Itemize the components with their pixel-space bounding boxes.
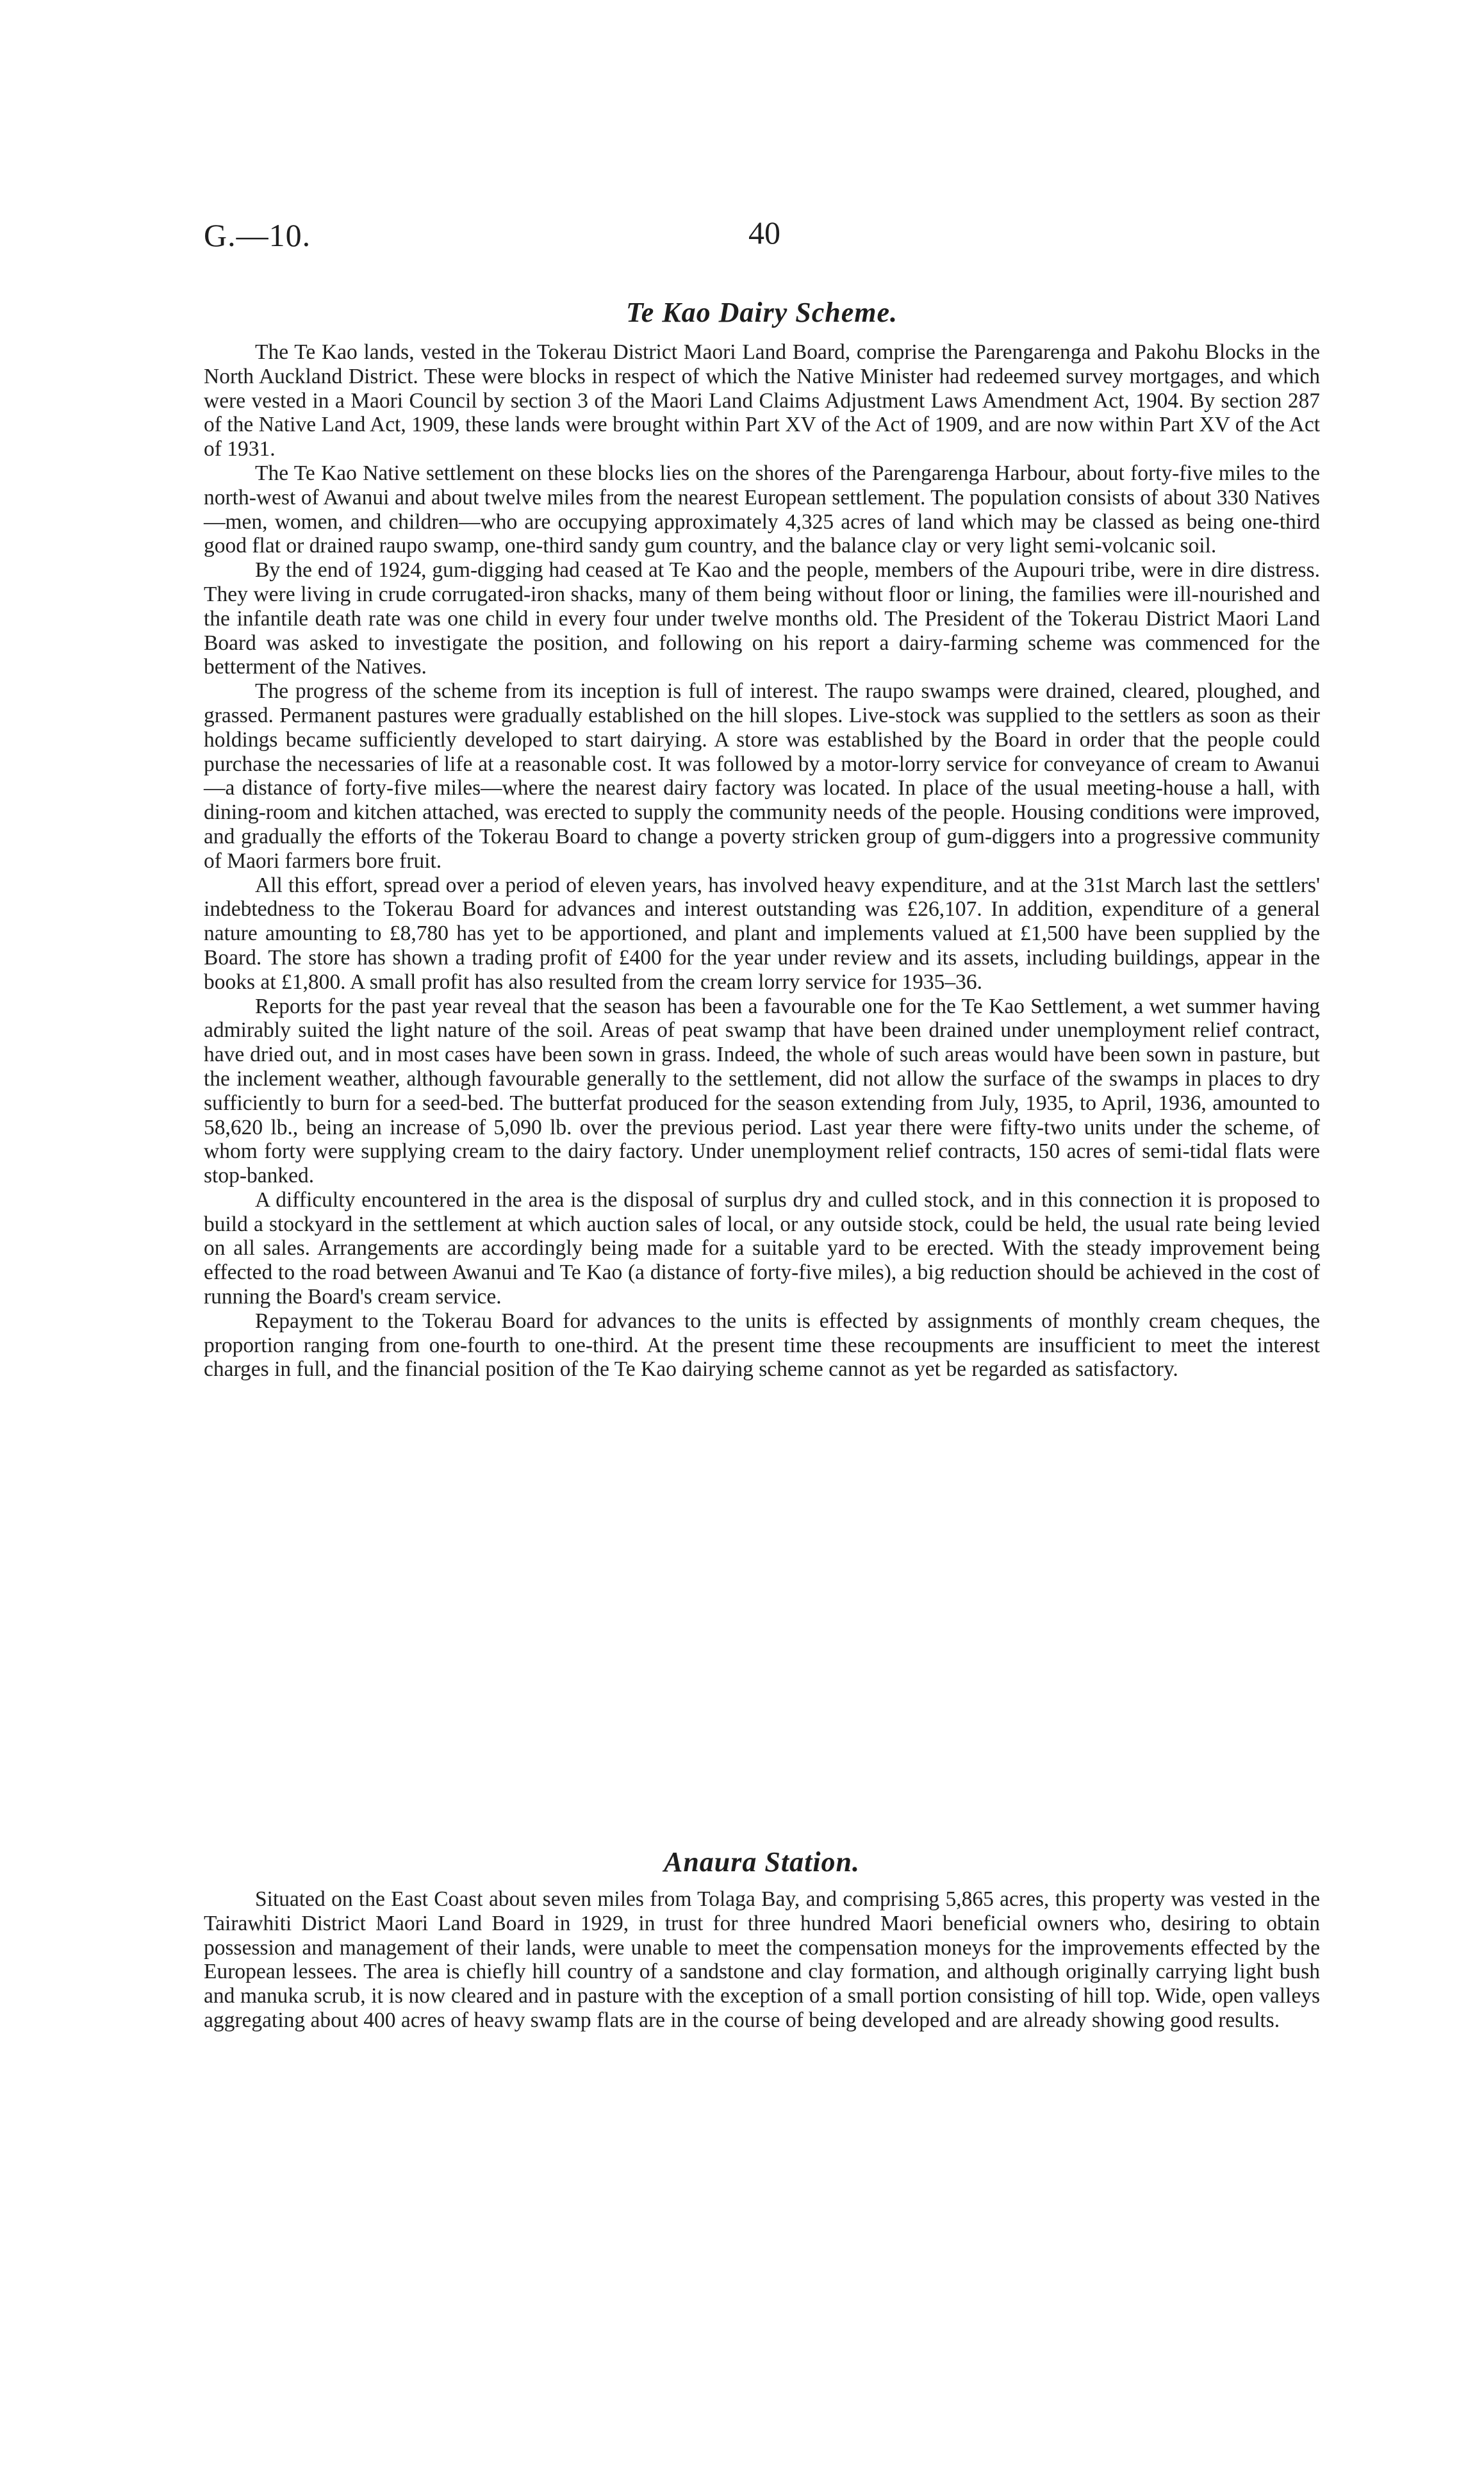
paragraph: The progress of the scheme from its inception is full of interest. The raupo swamps were drained, cleared, ploughed, and grassed. Permanent pastures were gradually established on the hill slopes. Live-stock was supplied to the settlers as soon as their holdings became sufficiently developed to start dairying. A store was established by the Board in order that the people could purchase the necessaries of life at a reasonable cost. It was followed by a motor-lorry service for conveyance of cream to Awanui—a distance of forty-five miles—where the nearest dairy factory was located. In place of the usual meeting-house a hall, with dining-room and kitchen attached, was erected to supply the community needs of the people. Housing conditions were improved, and gradually the efforts of the Tokerau Board to change a poverty stricken group of gum-diggers into a progressive community of Maori farmers bore fruit. (204, 679, 1320, 873)
section-te-kao-dairy-scheme (204, 296, 1320, 1382)
paragraph: By the end of 1924, gum-digging had ceased at Te Kao and the people, members of the Aupouri tribe, were in dire distress. They were living in crude corrugated-iron shacks, many of them being without floor or lining, the families were ill-nourished and the infantile death rate was one child in every four under twelve months old. The President of the Tokerau District Maori Land Board was asked to investigate the position, and following on his report a dairy-farming scheme was commenced for the betterment of the Natives. (204, 558, 1320, 679)
page-number: 40 (748, 215, 780, 251)
paragraph: The Te Kao Native settlement on these blocks lies on the shores of the Parengarenga Harbour, about forty-five miles to the north-west of Awanui and about twelve miles from the nearest European settlement. The population consists of about 330 Natives—men, women, and children—who are occupying approximately 4,325 acres of land which may be classed as being one-third good flat or drained raupo swamp, one-third sandy gum country, and the balance clay or very light semi-volcanic soil. (204, 461, 1320, 558)
paragraph: Situated on the East Coast about seven miles from Tolaga Bay, and comprising 5,865 acres, this property was vested in the Tairawhiti District Maori Land Board in 1929, in trust for three hundred Maori beneficial owners who, desiring to obtain possession and management of their lands, were unable to meet the compensation moneys for the improvements effected by the European lessees. The area is chiefly hill country of a sandstone and clay formation, and although originally carrying light bush and manuka scrub, it is now cleared and in pasture with the exception of a small portion consisting of hill top. Wide, open valleys aggregating about 400 acres of heavy swamp flats are in the course of being developed and are already showing good results. (204, 1887, 1320, 2032)
paragraph: The Te Kao lands, vested in the Tokerau District Maori Land Board, comprise the Parengarenga and Pakohu Blocks in the North Auckland District. These were blocks in respect of which the Native Minister had redeemed survey mortgages, and which were vested in a Maori Council by section 3 of the Maori Land Claims Adjustment Laws Amendment Act, 1904. By section 287 of the Native Land Act, 1909, these lands were brought within Part XV of the Act of 1909, and are now within Part XV of the Act of 1931. (204, 340, 1320, 461)
paragraph: A difficulty encountered in the area is the disposal of surplus dry and culled stock, and in this connection it is proposed to build a stockyard in the settlement at which auction sales of local, or any outside stock, could be held, the usual rate being levied on all sales. Arrangements are accordingly being made for a suitable yard to be erected. With the steady improvement being effected to the road between Awanui and Te Kao (a distance of forty-five miles), a big reduction should be achieved in the cost of running the Board's cream service. (204, 1187, 1320, 1309)
paragraph: Reports for the past year reveal that the season has been a favourable one for the Te Kao Settlement, a wet summer having admirably suited the light nature of the soil. Areas of peat swamp that have been drained under unemployment relief contract, have dried out, and in most cases have been sown in grass. Indeed, the whole of such areas would have been sown in pasture, but the inclement weather, although favourable generally to the settlement, did not allow the surface of the swamps in places to dry sufficiently to burn for a seed-bed. The butterfat produced for the season extending from July, 1935, to April, 1936, amounted to 58,620 lb., being an increase of 5,090 lb. over the previous period. Last year there were fifty-two units under the scheme, of whom forty were supplying cream to the dairy factory. Under unemployment relief contracts, 150 acres of semi-tidal flats were stop-banked. (204, 994, 1320, 1188)
document-reference: G.—10. (204, 217, 311, 253)
section-title: Te Kao Dairy Scheme. (625, 297, 898, 328)
paragraph: Repayment to the Tokerau Board for advances to the units is effected by assignments of monthly cream cheques, the proportion ranging from one-fourth to one-third. At the present time these recoupments are insufficient to meet the interest charges in full, and the financial position of the Te Kao dairying scheme cannot as yet be regarded as satisfactory. (204, 1309, 1320, 1382)
section-title: Anaura Station. (663, 1846, 861, 1878)
section-anaura-station (204, 1846, 1320, 2033)
paragraph: All this effort, spread over a period of eleven years, has involved heavy expenditure, and at the 31st March last the settlers' indebtedness to the Tokerau Board for advances and interest outstanding was £26,107. In addition, expenditure of a general nature amounting to £8,780 has yet to be apportioned, and plant and implements valued at £1,500 have been supplied by the Board. The store has shown a trading profit of £400 for the year under review and its assets, including buildings, appear in the books at £1,800. A small profit has also resulted from the cream lorry service for 1935–36. (204, 873, 1320, 994)
